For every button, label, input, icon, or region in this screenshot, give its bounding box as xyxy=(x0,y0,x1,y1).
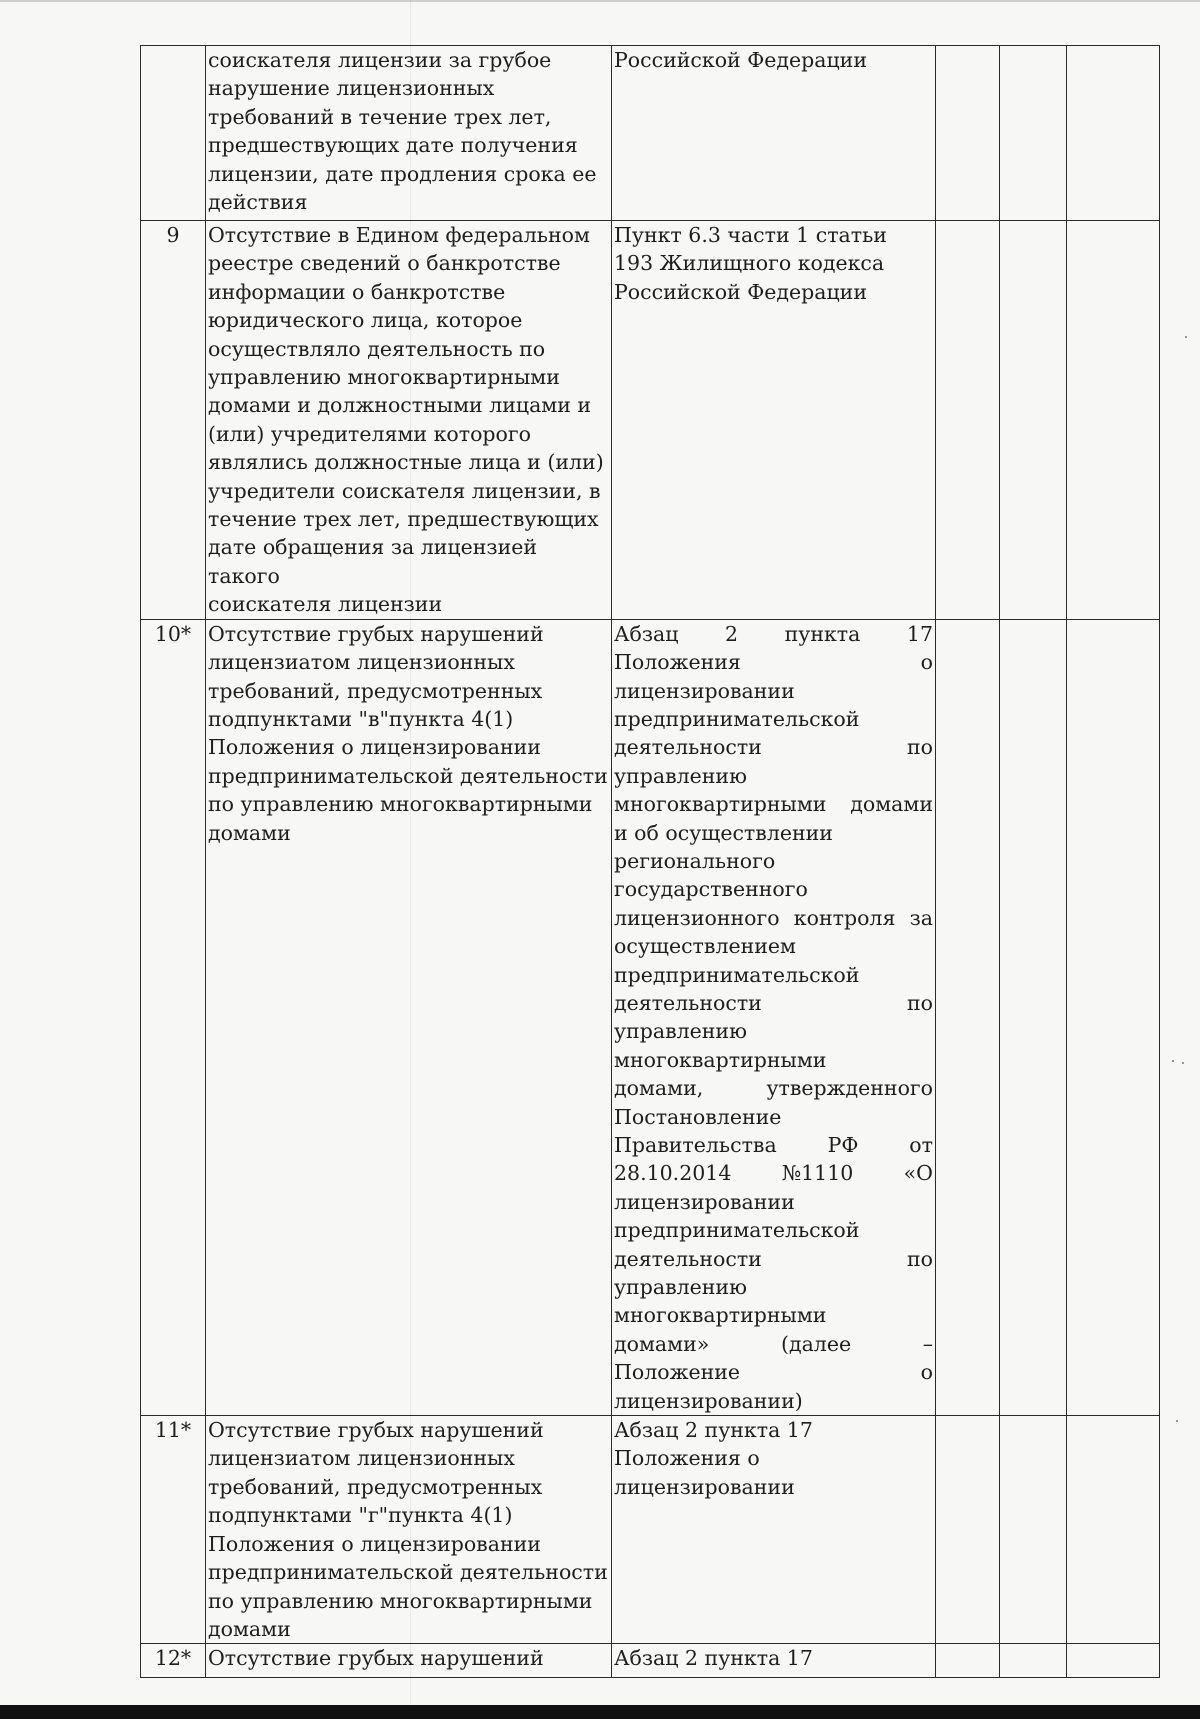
legal-reference-cell xyxy=(612,1644,936,1678)
requirement-line: юридического лица, которое xyxy=(208,308,523,333)
legal-reference-line: Правительства РФ от xyxy=(614,1133,933,1157)
row-number: 10* xyxy=(141,619,206,1415)
requirement-cell xyxy=(206,619,612,1415)
requirement-line: реестре сведений о банкротстве xyxy=(208,251,561,276)
legal-reference-line: 193 Жилищного кодекса xyxy=(614,251,885,276)
requirement-line: соискателя лицензии xyxy=(208,592,443,617)
empty-check-cell xyxy=(1067,1416,1160,1644)
requirement-line: Отсутствие грубых нарушений xyxy=(208,1646,544,1671)
requirement-line: нарушение лицензионных xyxy=(208,76,495,101)
requirement-line: соискателя лицензии за грубое xyxy=(208,48,552,72)
requirement-line: течение трех лет, предшествующих xyxy=(208,507,599,532)
requirement-line: домами xyxy=(208,1616,291,1641)
legal-reference-line: Положения о xyxy=(614,650,933,675)
legal-reference-line: управлению xyxy=(614,763,747,788)
empty-check-cell xyxy=(936,1416,1000,1644)
requirement-line: лицензиатом лицензионных xyxy=(208,1446,515,1471)
requirement-line: домами xyxy=(208,820,291,845)
requirement-line: требований, предусмотренных xyxy=(208,678,543,703)
legal-reference-line: Постановление xyxy=(614,1104,782,1129)
legal-reference-line: Абзац 2 пункта 17 xyxy=(614,1646,813,1671)
legal-reference-line: Положения о xyxy=(614,1446,760,1471)
empty-check-cell xyxy=(1000,1416,1067,1644)
legal-reference-line: лицензионного контроля за xyxy=(614,905,933,930)
checklist-table xyxy=(140,45,1160,1678)
table-row xyxy=(141,46,1160,221)
requirement-line: Положения о лицензировании xyxy=(208,735,541,760)
empty-check-cell xyxy=(1000,619,1067,1415)
requirement-line: по управлению многоквартирными xyxy=(208,1588,593,1613)
table-row xyxy=(141,221,1160,620)
legal-reference-line: Абзац 2 пункта 17 xyxy=(614,1418,813,1443)
requirement-line: предпринимательской деятельности xyxy=(208,1560,608,1585)
requirement-line: Отсутствие в Едином федеральном xyxy=(208,223,590,247)
legal-reference-line: предпринимательской xyxy=(614,1218,860,1243)
empty-check-cell xyxy=(1000,221,1067,620)
requirement-line: учредители соискателя лицензии, в xyxy=(208,478,601,503)
requirement-line: по управлению многоквартирными xyxy=(208,792,593,817)
requirement-line: предпринимательской деятельности xyxy=(208,763,608,788)
requirement-line: лицензиатом лицензионных xyxy=(208,650,515,675)
legal-reference-line: Положение о xyxy=(614,1360,933,1385)
legal-reference-line: предпринимательской xyxy=(614,962,860,987)
requirement-line: Отсутствие грубых нарушений xyxy=(208,621,544,646)
requirement-line: осуществляло деятельность по xyxy=(208,336,546,361)
requirement-line: (или) учредителями которого xyxy=(208,421,531,446)
requirement-cell xyxy=(206,1644,612,1678)
legal-reference-line: домами» (далее – xyxy=(614,1331,933,1356)
legal-reference-line: Пункт 6.3 части 1 статьи xyxy=(614,223,887,247)
table-row xyxy=(141,1644,1160,1678)
empty-check-cell xyxy=(936,46,1000,221)
empty-check-cell xyxy=(1067,619,1160,1415)
empty-check-cell xyxy=(1067,221,1160,620)
requirement-line: подпунктами "в"пункта 4(1) xyxy=(208,706,514,731)
legal-reference-line: лицензировании xyxy=(614,678,795,703)
empty-check-cell xyxy=(1000,1644,1067,1678)
legal-reference-line: предпринимательской xyxy=(614,706,860,731)
empty-check-cell xyxy=(1000,46,1067,221)
empty-check-cell xyxy=(1067,46,1160,221)
empty-check-cell xyxy=(936,619,1000,1415)
legal-reference-cell xyxy=(612,46,936,221)
legal-reference-line: лицензировании xyxy=(614,1189,795,1214)
requirement-line: управлению многоквартирными xyxy=(208,365,560,390)
legal-reference-line: лицензировании xyxy=(614,1474,795,1499)
legal-reference-line: осуществлением xyxy=(614,934,796,959)
legal-reference-line: и об осуществлении xyxy=(614,820,833,845)
legal-reference-line: Российской Федерации xyxy=(614,279,867,304)
legal-reference-line: управлению xyxy=(614,1275,747,1300)
row-number: 11* xyxy=(141,1416,206,1644)
empty-check-cell xyxy=(936,1644,1000,1678)
scan-speck xyxy=(1176,1420,1178,1422)
empty-check-cell xyxy=(1067,1644,1160,1678)
legal-reference-cell xyxy=(612,221,936,620)
legal-reference-line: многоквартирными домами xyxy=(614,792,933,817)
legal-reference-cell xyxy=(612,619,936,1415)
legal-reference-line: 28.10.2014 №1110 «О xyxy=(614,1161,933,1186)
legal-reference-line: многоквартирными xyxy=(614,1303,827,1328)
scan-speck xyxy=(1185,336,1187,338)
requirement-line: действия xyxy=(208,190,308,215)
requirement-line: дате обращения за лицензией такого xyxy=(208,535,538,588)
legal-reference-line: лицензировании) xyxy=(614,1388,803,1413)
table-row xyxy=(141,619,1160,1415)
row-number xyxy=(141,46,206,221)
requirement-line: лицензии, дате продления срока ее xyxy=(208,161,597,186)
row-number: 12* xyxy=(141,1644,206,1678)
requirement-cell xyxy=(206,221,612,620)
requirement-line: предшествующих дате получения xyxy=(208,133,578,158)
scan-speck xyxy=(1172,1060,1174,1062)
row-number: 9 xyxy=(141,221,206,620)
requirement-cell xyxy=(206,1416,612,1644)
legal-reference-line: деятельности по xyxy=(614,735,933,760)
legal-reference-line: многоквартирными xyxy=(614,1047,827,1072)
scan-top-edge xyxy=(0,0,1200,2)
legal-reference-line: государственного xyxy=(614,877,808,902)
legal-reference-line: деятельности по xyxy=(614,990,933,1015)
legal-reference-line: управлению xyxy=(614,1019,747,1044)
requirement-line: Положения о лицензировании xyxy=(208,1531,541,1556)
legal-reference-line: регионального xyxy=(614,848,776,873)
legal-reference-line: домами, утвержденного xyxy=(614,1076,933,1101)
scan-bottom-edge xyxy=(0,1705,1200,1719)
requirement-line: являлись должностные лица и (или) xyxy=(208,450,604,475)
requirement-line: Отсутствие грубых нарушений xyxy=(208,1418,544,1443)
table-row xyxy=(141,1416,1160,1644)
legal-reference-cell xyxy=(612,1416,936,1644)
empty-check-cell xyxy=(936,221,1000,620)
legal-reference-line: Российской Федерации xyxy=(614,48,867,72)
scan-speck xyxy=(1182,1062,1184,1064)
requirement-line: подпунктами "г"пункта 4(1) xyxy=(208,1503,513,1528)
requirement-line: требований в течение трех лет, xyxy=(208,104,552,129)
legal-reference-line: Абзац 2 пункта 17 xyxy=(614,621,933,646)
requirement-line: требований, предусмотренных xyxy=(208,1474,543,1499)
requirement-line: домами и должностными лицами и xyxy=(208,393,592,418)
requirement-line: информации о банкротстве xyxy=(208,279,506,304)
legal-reference-line: деятельности по xyxy=(614,1246,933,1271)
requirement-cell xyxy=(206,46,612,221)
